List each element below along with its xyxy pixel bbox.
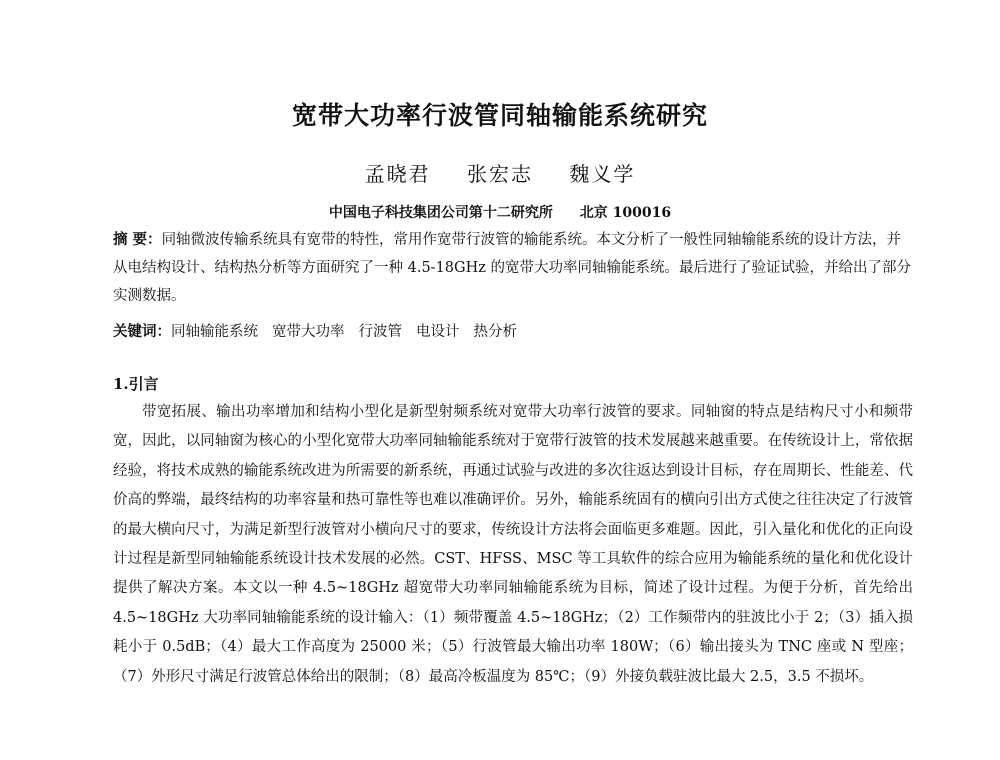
abstract-label: 摘 要： — [113, 231, 162, 248]
keywords — [113, 318, 913, 346]
abstract — [113, 226, 913, 310]
author-name: 张宏志 — [467, 162, 533, 186]
abstract-text: 同轴微波传输系统具有宽带的特性，常用作宽带行波管的输能系统。本文分析了一般性同轴输能系统的设计方法，并从电结构设计、结构热分析等方面研究了一种 4.5-18GHz 的宽带大功率同轴输能系统。最后进行了验证试验，并给出了部分实测数据。 — [113, 232, 911, 304]
keyword: 宽带大功率 — [272, 324, 345, 340]
body-paragraph: 带宽拓展、输出功率增加和结构小型化是新型射频系统对宽带大功率行波管的要求。同轴窗的特点是结构尺寸小和频带宽，因此，以同轴窗为核心的小型化宽带大功率同轴输能系统对于宽带行波管的技术发展越来越重要。在传统设计上，常依据经验，将技术成熟的输能系统改进为所需要的新系统，再通过试验与改进的多次往返达到设计目标，存在周期长、性能差、代价高的弊端，最终结构的功率容量和热可靠性等也难以准确评价。另外，输能系统固有的横向引出方式使之往往决定了行波管的最大横向尺寸，为满足新型行波管对小横向尺寸的要求，传统设计方法将会面临更多难题。因此，引入量化和优化的正向设计过程是新型同轴输能系统设计技术发展的必然。CST、HFSS、MSC 等工具软件的综合应用为输能系统的量化和优化设计提供了解决方案。本文以一种 4.5~18GHz 超宽带大功率同轴输能系统为目标，简述了设计过程。为便于分析，首先给出 4.5~18GHz 大功率同轴输能系统的设计输入：（1）频带覆盖 4.5~18GHz；（2）工作频带内的驻波比小于 2；（3）插入损耗小于 0.5dB；（4）最大工作高度为 25000 米；（5）行波管最大输出功率 180W；（6）输出接头为 TNC 座或 N 型座；（7）外形尺寸满足行波管总体给出的限制；（8）最高冷板温度为 85℃；（9）外接负载驻波比最大 2.5，3.5 不损坏。 — [113, 404, 913, 685]
keywords-label: 关键词： — [113, 323, 171, 340]
author-list — [0, 158, 1000, 187]
author-name: 魏义学 — [569, 162, 636, 186]
affiliation-org: 中国电子科技集团公司第十二研究所 — [328, 205, 553, 221]
section-heading: 1.引言 — [113, 375, 159, 393]
affiliation — [0, 202, 1000, 222]
author-name: 孟晓君 — [364, 162, 431, 186]
keyword: 电设计 — [416, 324, 460, 340]
keyword: 行波管 — [358, 324, 402, 340]
keyword: 热分析 — [473, 324, 517, 340]
affiliation-city: 北京 100016 — [579, 205, 672, 221]
paper-title: 宽带大功率行波管同轴输能系统研究 — [291, 101, 708, 130]
keyword: 同轴输能系统 — [171, 324, 258, 340]
